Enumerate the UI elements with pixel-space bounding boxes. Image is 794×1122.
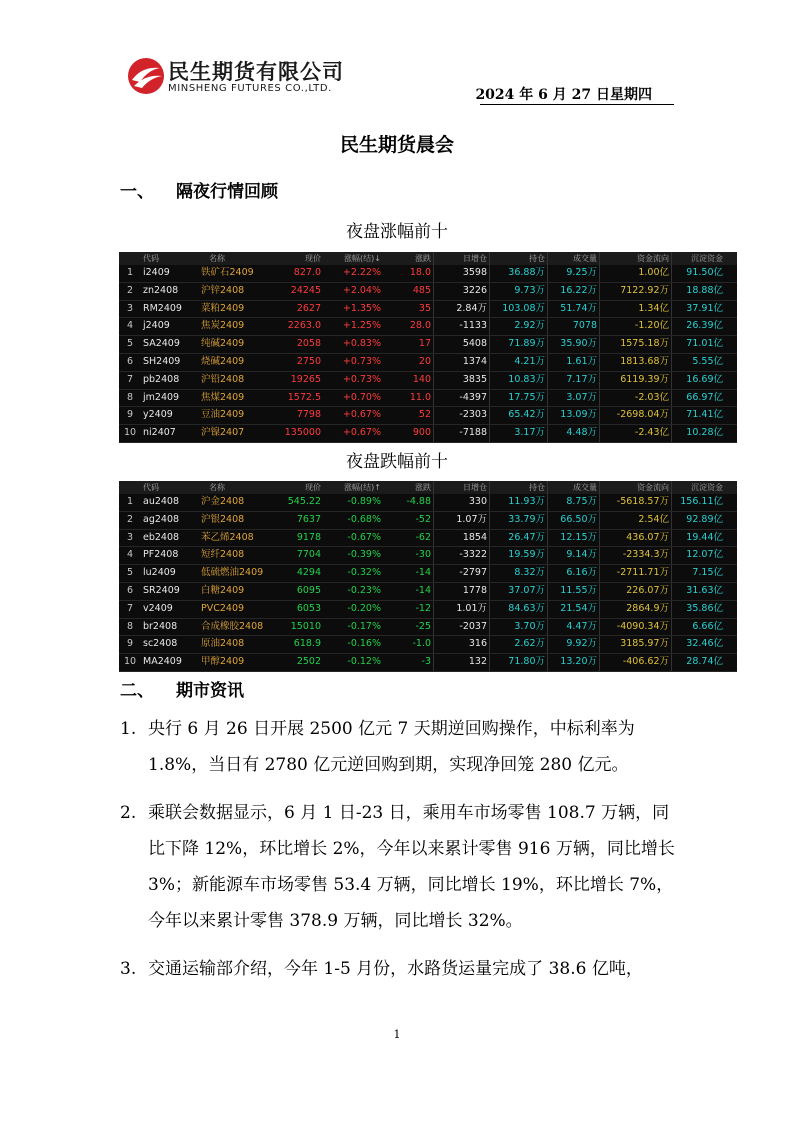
header-cell-open-interest[interactable]: 持仓 [489,252,547,265]
table-header-row [119,481,737,494]
cell-price: 7637 [296,513,321,525]
cell-code: br2408 [143,620,178,632]
header-cell-fund-flow[interactable]: 资金流向 [599,252,671,265]
cell-fund-flow: 3185.97万 [599,636,671,653]
cell-name: 烧碱2409 [201,355,245,367]
header-cell-change[interactable]: 涨跌 [415,483,431,492]
cell-open-interest: 33.79万 [489,512,547,529]
cell-pct-change: +0.83% [342,338,381,350]
cell-fund-flow: 1813.68万 [599,354,671,371]
cell-change: -62 [415,531,431,543]
cell-name: 沪金2408 [201,496,245,507]
cell-price: 2502 [296,656,321,668]
cell-name: 沪镍2407 [201,427,245,439]
cell-deposited-funds: 71.41亿 [671,407,725,424]
section-number: 一、 [120,182,154,202]
cell-deposited-funds: 6.66亿 [671,619,725,636]
cell-oi-change: -2303 [433,407,489,424]
cell-pct-change: -0.39% [347,549,381,561]
cell-index: 1 [126,496,134,507]
cell-price: 545.22 [287,496,321,507]
cell-open-interest: 17.75万 [489,390,547,407]
table-row[interactable] [119,494,737,512]
news-item [120,711,680,783]
cell-index: 2 [126,513,134,525]
cell-volume: 66.50万 [547,512,599,529]
cell-oi-change: 2.84万 [433,301,489,318]
gainers-table-caption: 夜盘涨幅前十 [346,222,448,242]
cell-open-interest: 36.88万 [489,265,547,282]
cell-deposited-funds: 19.44亿 [671,530,725,547]
cell-deposited-funds: 28.74亿 [671,654,725,671]
cell-pct-change: -0.12% [347,656,381,668]
table-row[interactable] [119,512,737,530]
cell-code: SA2409 [143,338,180,350]
header-divider [480,104,674,105]
cell-price: 135000 [284,427,321,439]
cell-name: 苯乙烯2408 [201,531,254,543]
cell-index: 2 [126,284,134,296]
table-row[interactable] [119,354,737,372]
cell-volume: 6.16万 [547,565,599,582]
cell-name: 焦炭2409 [201,320,245,332]
cell-open-interest: 19.59万 [489,547,547,564]
cell-volume: 13.20万 [547,654,599,671]
cell-code: MA2409 [143,656,182,668]
cell-code: sc2408 [143,638,178,650]
cell-price: 2750 [296,355,321,367]
cell-name: 纯碱2409 [201,338,245,350]
cell-price: 19265 [290,373,321,385]
cell-fund-flow: 1575.18万 [599,336,671,353]
cell-fund-flow: 2864.9万 [599,601,671,618]
cell-index: 5 [126,567,134,579]
cell-open-interest: 37.07万 [489,583,547,600]
cell-open-interest: 9.73万 [489,283,547,300]
cell-oi-change: -2037 [433,619,489,636]
cell-code: pb2408 [143,373,180,385]
cell-pct-change: +0.70% [342,391,381,403]
cell-name: PVC2409 [201,602,245,614]
cell-oi-change: 5408 [433,336,489,353]
cell-index: 5 [126,338,134,350]
cell-open-interest: 2.62万 [489,636,547,653]
cell-name: 合成橡胶2408 [201,620,264,632]
cell-pct-change: -0.16% [347,638,381,650]
cell-index: 9 [126,638,134,650]
header-cell-open-interest[interactable]: 持仓 [489,481,547,494]
cell-deposited-funds: 12.07亿 [671,547,725,564]
company-name-en: MINSHENG FUTURES CO.,LTD. [168,83,332,94]
cell-change: -1.0 [412,638,431,650]
cell-change: 52 [418,409,431,421]
cell-open-interest: 103.08万 [489,301,547,318]
cell-oi-change: 3226 [433,283,489,300]
header-cell-volume[interactable]: 成交量 [547,252,599,265]
news-text: 乘联会数据显示，6 月 1 日-23 日，乘用车市场零售 108.7 万辆，同比下降 12%，环比增长 2%，今年以来累计零售 916 万辆，同比增长 3%；新能源车市场零售 53.4 万辆，同比增长 19%，环比增长 7%，今年以来累计零售 378.9 万辆，同比增长 32%。 [148,803,675,931]
cell-fund-flow: -4090.34万 [599,619,671,636]
table-row[interactable] [119,318,737,336]
cell-name: 原油2408 [201,638,245,650]
cell-index: 9 [126,409,134,421]
table-row[interactable] [119,372,737,390]
cell-oi-change: -2797 [433,565,489,582]
table-row[interactable] [119,619,737,637]
cell-volume: 1.61万 [547,354,599,371]
cell-index: 8 [126,391,134,403]
cell-code: au2408 [143,496,180,507]
cell-oi-change: -4397 [433,390,489,407]
cell-price: 6095 [296,584,321,596]
cell-volume: 16.22万 [547,283,599,300]
cell-oi-change: 3598 [433,265,489,282]
cell-name: 沪铅2408 [201,373,245,385]
table-row[interactable] [119,390,737,408]
section-number: 二、 [120,681,154,701]
cell-price: 2627 [296,302,321,314]
news-number: 1. [120,719,137,739]
cell-change: -4.88 [406,496,431,507]
cell-fund-flow: 226.07万 [599,583,671,600]
page-number: 1 [393,1028,401,1041]
cell-code: SH2409 [143,355,181,367]
cell-price: 24245 [290,284,321,296]
cell-oi-change: 1854 [433,530,489,547]
cell-open-interest: 10.83万 [489,372,547,389]
cell-deposited-funds: 37.91亿 [671,301,725,318]
cell-price: 618.9 [293,638,321,650]
cell-fund-flow: 1.34亿 [599,301,671,318]
table-row[interactable] [119,407,737,425]
cell-open-interest: 84.63万 [489,601,547,618]
cell-fund-flow: -406.62万 [599,654,671,671]
cell-pct-change: -0.68% [347,513,381,525]
cell-price: 4294 [296,567,321,579]
cell-fund-flow: -2334.3万 [599,547,671,564]
cell-change: -30 [415,549,431,561]
cell-code: ag2408 [143,513,180,525]
cell-change: -52 [415,513,431,525]
header-cell-change[interactable]: 涨跌 [415,254,431,263]
cell-pct-change: +1.35% [342,302,381,314]
cell-pct-change: +0.73% [342,373,381,385]
cell-code: lu2409 [143,567,176,579]
cell-oi-change: -1133 [433,318,489,335]
cell-deposited-funds: 31.63亿 [671,583,725,600]
news-number: 3. [120,959,137,979]
cell-code: SR2409 [143,584,180,596]
header-cell-index [119,252,141,265]
cell-oi-change: -3322 [433,547,489,564]
cell-change: -12 [415,602,431,614]
cell-open-interest: 71.80万 [489,654,547,671]
cell-oi-change: -7188 [433,425,489,442]
cell-volume: 13.09万 [547,407,599,424]
cell-fund-flow: -1.20亿 [599,318,671,335]
cell-deposited-funds: 10.28亿 [671,425,725,442]
cell-code: jm2409 [143,391,180,403]
cell-change: 20 [418,355,431,367]
cell-volume: 12.15万 [547,530,599,547]
news-text: 交通运输部介绍，今年 1-5 月份，水路货运量完成了 38.6 亿吨， [148,959,643,979]
table-row[interactable] [119,265,737,283]
cell-deposited-funds: 91.50亿 [671,265,725,282]
cell-pct-change: +0.67% [342,409,381,421]
header-cell-volume[interactable]: 成交量 [547,481,599,494]
cell-index: 6 [126,584,134,596]
cell-index: 1 [126,267,134,278]
cell-pct-change: -0.20% [347,602,381,614]
header-cell-price[interactable]: 现价 [305,254,321,263]
cell-volume: 4.47万 [547,619,599,636]
cell-name: 豆油2409 [201,409,245,421]
cell-fund-flow: 2.54亿 [599,512,671,529]
cell-change: 35 [418,302,431,314]
section-title: 期市资讯 [176,681,244,701]
cell-index: 6 [126,355,134,367]
cell-change: -25 [415,620,431,632]
cell-price: 2058 [296,338,321,350]
cell-fund-flow: 1.00亿 [599,265,671,282]
cell-pct-change: +2.04% [342,284,381,296]
cell-volume: 51.74万 [547,301,599,318]
header-cell-oi-change[interactable]: 日增仓 [433,252,489,265]
cell-name: 沪锌2408 [201,284,245,296]
cell-index: 7 [126,373,134,385]
cell-volume: 9.14万 [547,547,599,564]
cell-name: 短纤2408 [201,549,245,561]
cell-volume: 9.92万 [547,636,599,653]
cell-index: 3 [126,302,134,314]
cell-change: 485 [412,284,431,296]
cell-oi-change: 132 [433,654,489,671]
header-cell-pct-change[interactable]: 涨幅(结)↑ [344,483,381,492]
header-cell-deposited-funds[interactable]: 沉淀资金 [671,481,725,494]
cell-index: 4 [126,320,134,332]
news-number: 2. [120,803,137,823]
section-heading-overnight [120,177,278,202]
news-text: 央行 6 月 26 日开展 2500 亿元 7 天期逆回购操作，中标利率为 1.8%，当日有 2780 亿元逆回购到期，实现净回笼 280 亿元。 [148,719,635,775]
night-session-gainers-table [119,252,737,443]
company-name-cn: 民生期货有限公司 [168,60,344,84]
cell-change: 900 [412,427,431,439]
table-row[interactable] [119,336,737,354]
header-cell-index [119,481,141,494]
table-header-row [119,252,737,265]
cell-index: 3 [126,531,134,543]
cell-price: 7704 [296,549,321,561]
cell-code: ni2407 [143,427,176,439]
cell-name: 菜粕2409 [201,302,245,314]
cell-index: 10 [123,656,137,668]
cell-volume: 3.07万 [547,390,599,407]
cell-deposited-funds: 16.69亿 [671,372,725,389]
cell-oi-change: 1.07万 [433,512,489,529]
night-session-losers-table [119,481,737,672]
cell-index: 7 [126,602,134,614]
losers-table-caption: 夜盘跌幅前十 [346,452,448,472]
cell-index: 10 [123,427,137,439]
header-cell-fund-flow[interactable]: 资金流向 [599,481,671,494]
section-heading-news [120,676,244,701]
news-list [120,711,680,999]
cell-open-interest: 8.32万 [489,565,547,582]
table-row[interactable] [119,583,737,601]
cell-change: -14 [415,584,431,596]
cell-volume: 11.55万 [547,583,599,600]
cell-pct-change: -0.23% [347,584,381,596]
cell-code: y2409 [143,409,173,421]
table-row[interactable] [119,283,737,301]
table-row[interactable] [119,425,737,443]
cell-open-interest: 71.89万 [489,336,547,353]
header-cell-name[interactable]: 名称 [209,483,225,492]
cell-fund-flow: 6119.39万 [599,372,671,389]
cell-code: PF2408 [143,549,179,561]
cell-name: 铁矿石2409 [201,267,254,278]
cell-deposited-funds: 92.89亿 [671,512,725,529]
cell-fund-flow: -2698.04万 [599,407,671,424]
table-row[interactable] [119,636,737,654]
cell-pct-change: -0.17% [347,620,381,632]
cell-change: 140 [412,373,431,385]
cell-fund-flow: -2.03亿 [599,390,671,407]
cell-price: 9178 [296,531,321,543]
cell-price: 827.0 [293,267,321,278]
cell-price: 1572.5 [287,391,321,403]
cell-code: RM2409 [143,302,182,314]
document-title: 民生期货晨会 [339,134,454,156]
section-title: 隔夜行情回顾 [176,182,278,202]
cell-volume: 7.17万 [547,372,599,389]
cell-pct-change: +1.25% [342,320,381,332]
cell-pct-change: +0.73% [342,355,381,367]
cell-change: 28.0 [409,320,431,332]
cell-code: eb2408 [143,531,180,543]
header-cell-pct-change[interactable]: 涨幅(结)↓ [344,254,381,263]
cell-change: -3 [421,656,431,668]
cell-code: j2409 [143,320,170,332]
report-date: 2024 年 6 月 27 日星期四 [475,87,652,103]
cell-change: 18.0 [409,267,431,278]
cell-deposited-funds: 156.11亿 [671,494,725,511]
cell-oi-change: 316 [433,636,489,653]
cell-code: zn2408 [143,284,179,296]
news-item [120,795,680,939]
cell-pct-change: -0.89% [347,496,381,507]
header-cell-code[interactable]: 代码 [143,483,159,492]
cell-volume: 9.25万 [547,265,599,282]
header-cell-name[interactable]: 名称 [209,254,225,263]
table-row[interactable] [119,654,737,672]
table-row[interactable] [119,547,737,565]
cell-deposited-funds: 35.86亿 [671,601,725,618]
cell-open-interest: 2.92万 [489,318,547,335]
cell-deposited-funds: 5.55亿 [671,354,725,371]
cell-volume: 7078 [547,318,599,335]
cell-deposited-funds: 66.97亿 [671,390,725,407]
cell-price: 2263.0 [287,320,321,332]
cell-index: 8 [126,620,134,632]
cell-deposited-funds: 32.46亿 [671,636,725,653]
cell-pct-change: -0.32% [347,567,381,579]
cell-deposited-funds: 18.88亿 [671,283,725,300]
cell-fund-flow: -5618.57万 [599,494,671,511]
table-row[interactable] [119,565,737,583]
cell-open-interest: 3.70万 [489,619,547,636]
cell-oi-change: 3835 [433,372,489,389]
news-item [120,951,680,987]
cell-open-interest: 26.47万 [489,530,547,547]
cell-price: 15010 [290,620,321,632]
header-cell-code[interactable]: 代码 [143,254,159,263]
cell-open-interest: 4.21万 [489,354,547,371]
cell-pct-change: +2.22% [342,267,381,278]
header-cell-deposited-funds[interactable]: 沉淀资金 [671,252,725,265]
cell-oi-change: 1.01万 [433,601,489,618]
cell-open-interest: 3.17万 [489,425,547,442]
cell-oi-change: 1374 [433,354,489,371]
cell-name: 焦煤2409 [201,391,245,403]
cell-deposited-funds: 7.15亿 [671,565,725,582]
cell-pct-change: -0.67% [347,531,381,543]
cell-change: 11.0 [409,391,431,403]
table-row[interactable] [119,530,737,548]
cell-volume: 4.48万 [547,425,599,442]
table-row[interactable] [119,601,737,619]
cell-oi-change: 330 [433,494,489,511]
cell-deposited-funds: 71.01亿 [671,336,725,353]
cell-name: 低硫燃油2409 [201,567,264,579]
cell-deposited-funds: 26.39亿 [671,318,725,335]
cell-open-interest: 65.42万 [489,407,547,424]
cell-oi-change: 1778 [433,583,489,600]
cell-price: 7798 [296,409,321,421]
cell-pct-change: +0.67% [342,427,381,439]
cell-name: 甲醇2409 [201,656,245,668]
cell-fund-flow: -2711.71万 [599,565,671,582]
cell-fund-flow: -2.43亿 [599,425,671,442]
cell-change: 17 [418,338,431,350]
cell-index: 4 [126,549,134,561]
cell-fund-flow: 436.07万 [599,530,671,547]
cell-name: 白糖2409 [201,584,245,596]
cell-volume: 21.54万 [547,601,599,618]
cell-code: v2409 [143,602,173,614]
header-cell-oi-change[interactable]: 日增仓 [433,481,489,494]
cell-volume: 35.90万 [547,336,599,353]
cell-open-interest: 11.93万 [489,494,547,511]
cell-volume: 8.75万 [547,494,599,511]
cell-fund-flow: 7122.92万 [599,283,671,300]
header-cell-price[interactable]: 现价 [305,483,321,492]
cell-code: i2409 [143,267,170,278]
company-logo-mark-icon [126,56,166,96]
company-logo [126,56,366,102]
cell-price: 6053 [296,602,321,614]
table-row[interactable] [119,301,737,319]
cell-change: -14 [415,567,431,579]
cell-name: 沪银2408 [201,513,245,525]
